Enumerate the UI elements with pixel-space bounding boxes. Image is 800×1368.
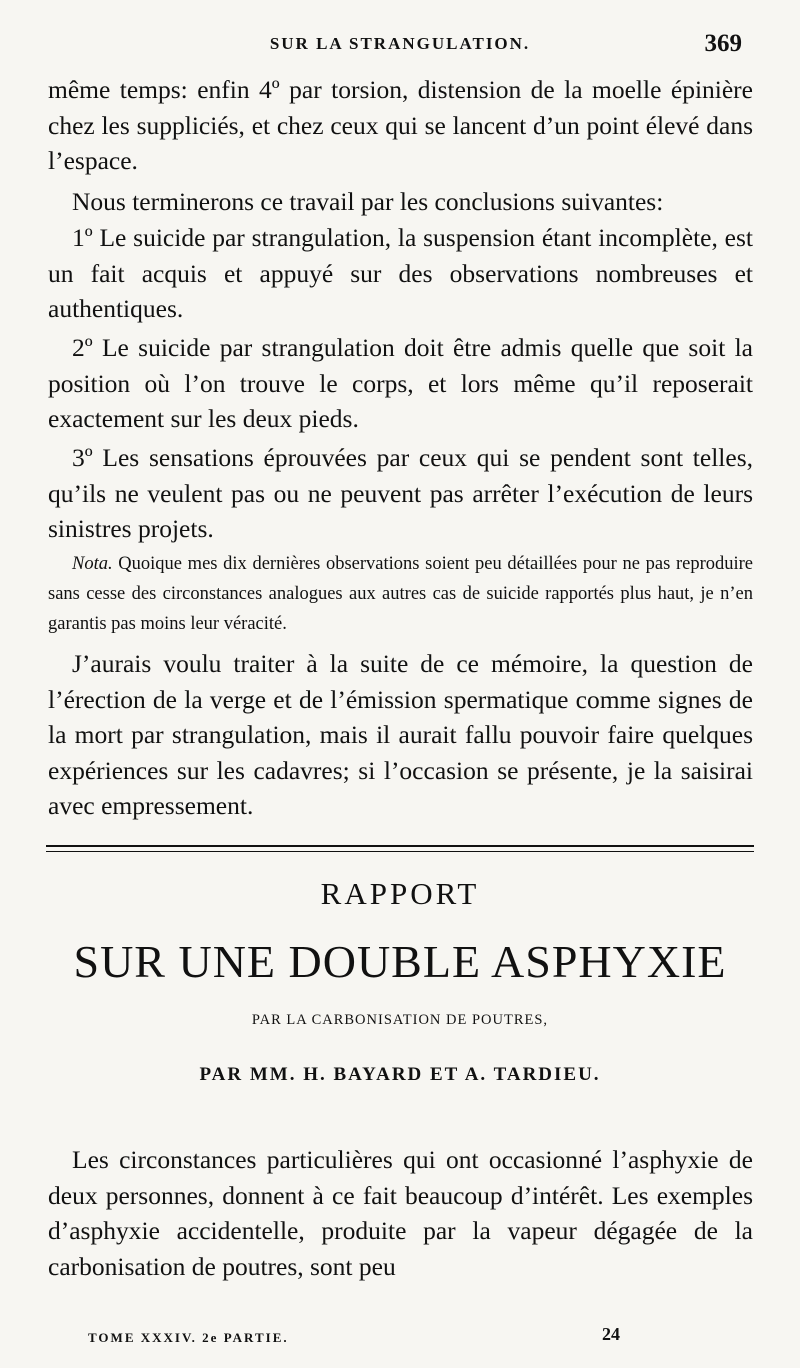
running-title: SUR LA STRANGULATION. [269, 34, 531, 53]
section-rule-thin [46, 851, 754, 852]
paragraph-continuation: même temps: enfin 4º par torsion, distension de la moelle épinière chez les suppliciés, et chez ceux qui se lancent d’un point élevé dans l’espace. [48, 75, 753, 175]
signature-mark: 24 [602, 1324, 620, 1344]
article-first-paragraph: Les circonstances particulières qui ont occasionné l’asphyxie de deux personnes, donnent à ce fait beaucoup d’intérêt. Les exemples d’asphyxie accidentelle, produite par la vapeur dégagée de la carbonisation de poutres, sont peu [48, 1145, 753, 1281]
conclusion-3: 3º Les sensations éprouvées par ceux qui se pendent sont telles, qu’ils ne veulent pas ou ne peuvent pas arrêter l’exécution de leurs sinistres projets. [48, 443, 753, 543]
article-subject: SUR UNE DOUBLE ASPHYXIE [73, 936, 727, 987]
page-footer [0, 1324, 800, 1354]
article-authors: PAR MM. H. BAYARD ET A. TARDIEU. [199, 1064, 601, 1085]
conclusion-2: 2º Le suicide par strangulation doit être admis quelle que soit la position où l’on trouve le corps, et lors même qu’il reposerait exactement sur les deux pieds. [48, 333, 753, 433]
nota-note [48, 549, 753, 639]
article-byline: PAR LA CARBONISATION DE POUTRES, [251, 1012, 549, 1028]
page-number: 369 [704, 30, 742, 57]
paragraph-conclusions-intro: Nous terminerons ce travail par les conclusions suivantes: [72, 187, 664, 216]
nota-lead: Nota. [72, 554, 113, 574]
running-header [0, 30, 800, 66]
section-rule-thick [46, 845, 754, 847]
conclusion-1: 1º Le suicide par strangulation, la suspension étant incomplète, est un fait acquis et appuyé sur des observations nombreuses et authentiques. [48, 223, 753, 323]
nota-text: Quoique mes dix dernières observations soient peu détaillées pour ne pas reproduire sans cesse des circonstances analogues aux autres cas de suicide rapportés plus haut, je n’en garantis pas moins leur véracité. [48, 554, 754, 634]
paragraph-closing: J’aurais voulu traiter à la suite de ce mémoire, la question de l’érection de la verge et de l’émission spermatique comme signes de la mort par strangulation, mais il aurait fallu pouvoir faire quelques expériences sur les cadavres; si l’occasion se présente, je la saisirai avec empressement. [48, 649, 753, 820]
printer-signature: TOME XXXIV. 2e PARTIE. [88, 1330, 289, 1345]
article-heading: RAPPORT [320, 876, 480, 911]
